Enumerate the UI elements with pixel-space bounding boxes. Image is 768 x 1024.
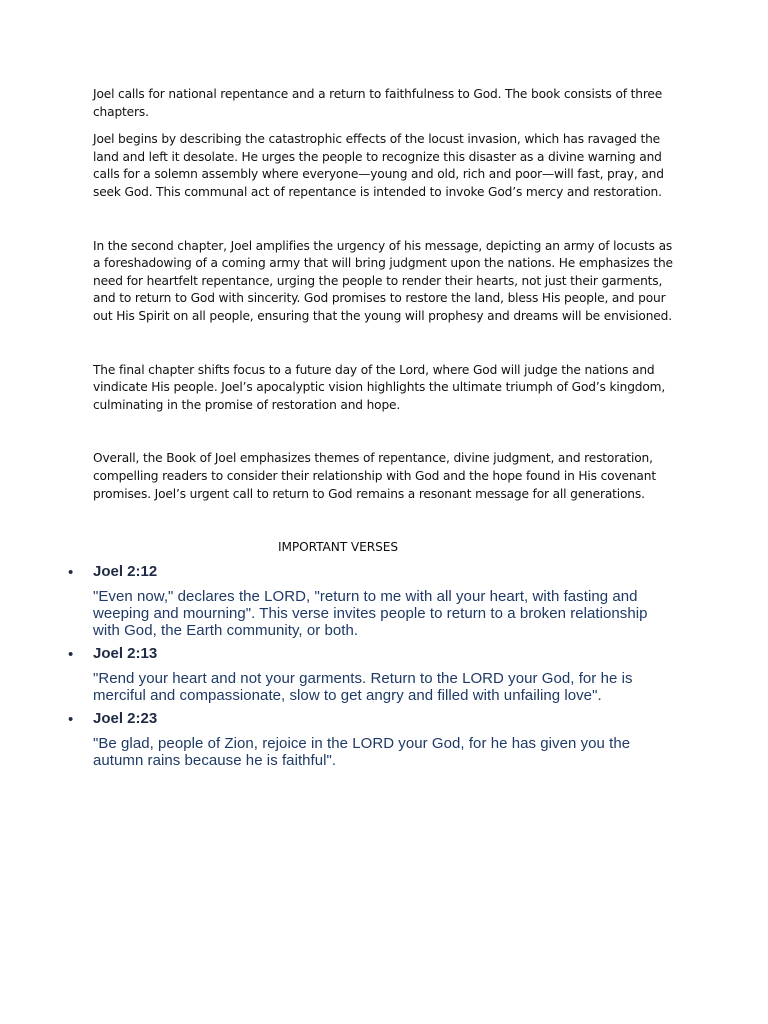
verse-reference: Joel 2:13: [93, 644, 158, 662]
chapter-one-paragraph: Joel begins by describing the catastrophic effects of the locust invasion, which has ravaged the land and left it desolate. He urges the people to recognize this disaster as a divine warning and calls for a solemn assembly where everyone—young and old, rich and poor—will fast, pray, and seek God. This communal act of repentance is intended to invoke God’s mercy and restoration.: [93, 132, 664, 199]
bullet-icon: •: [68, 645, 74, 663]
verse-list: [68, 562, 678, 769]
verse-reference: Joel 2:23: [93, 709, 158, 727]
verse-text: "Be glad, people of Zion, rejoice in the LORD your God, for he has given you the autumn rains because he is faithful".: [93, 734, 631, 769]
bullet-icon: •: [68, 563, 74, 581]
chapter-two-paragraph: In the second chapter, Joel amplifies the urgency of his message, depicting an army of locusts as a foreshadowing of a coming army that will bring judgment upon the nations. He emphasizes the need for heartfelt repentance, urging the people to render their hearts, not just their garments, and to return to God with sincerity. God promises to restore the land, bless His people, and pour out His Spirit on all people, ensuring that the young will prophesy and dreams will be envisioned.: [93, 238, 673, 323]
document-page: [68, 86, 678, 775]
important-verses-heading: IMPORTANT VERSES: [278, 540, 398, 555]
verse-item-joel-2-12: [68, 562, 678, 639]
chapter-three-paragraph: The final chapter shifts focus to a future day of the Lord, where God will judge the nations and vindicate His people. Joel’s apocalyptic vision highlights the ultimate triumph of God’s kingdom, culminating in the promise of restoration and hope.: [93, 362, 666, 412]
intro-paragraph: Joel calls for national repentance and a return to faithfulness to God. The book consists of three chapters.: [93, 87, 663, 119]
verse-item-joel-2-23: [68, 709, 678, 769]
verse-text: "Even now," declares the LORD, "return to me with all your heart, with fasting and weeping and mourning". This verse invites people to return to a broken relationship with God, the Earth community, or both.: [93, 587, 648, 639]
overall-paragraph: Overall, the Book of Joel emphasizes themes of repentance, divine judgment, and restoration, compelling readers to consider their relationship with God and the hope found in His covenant promises. Joel’s urgent call to return to God remains a resonant message for all generations.: [93, 451, 656, 501]
bullet-icon: •: [68, 710, 74, 728]
verse-item-joel-2-13: [68, 644, 678, 704]
verse-text: "Rend your heart and not your garments. Return to the LORD your God, for he is merciful and compassionate, slow to get angry and filled with unfailing love".: [93, 669, 633, 704]
verse-reference: Joel 2:12: [93, 562, 158, 580]
